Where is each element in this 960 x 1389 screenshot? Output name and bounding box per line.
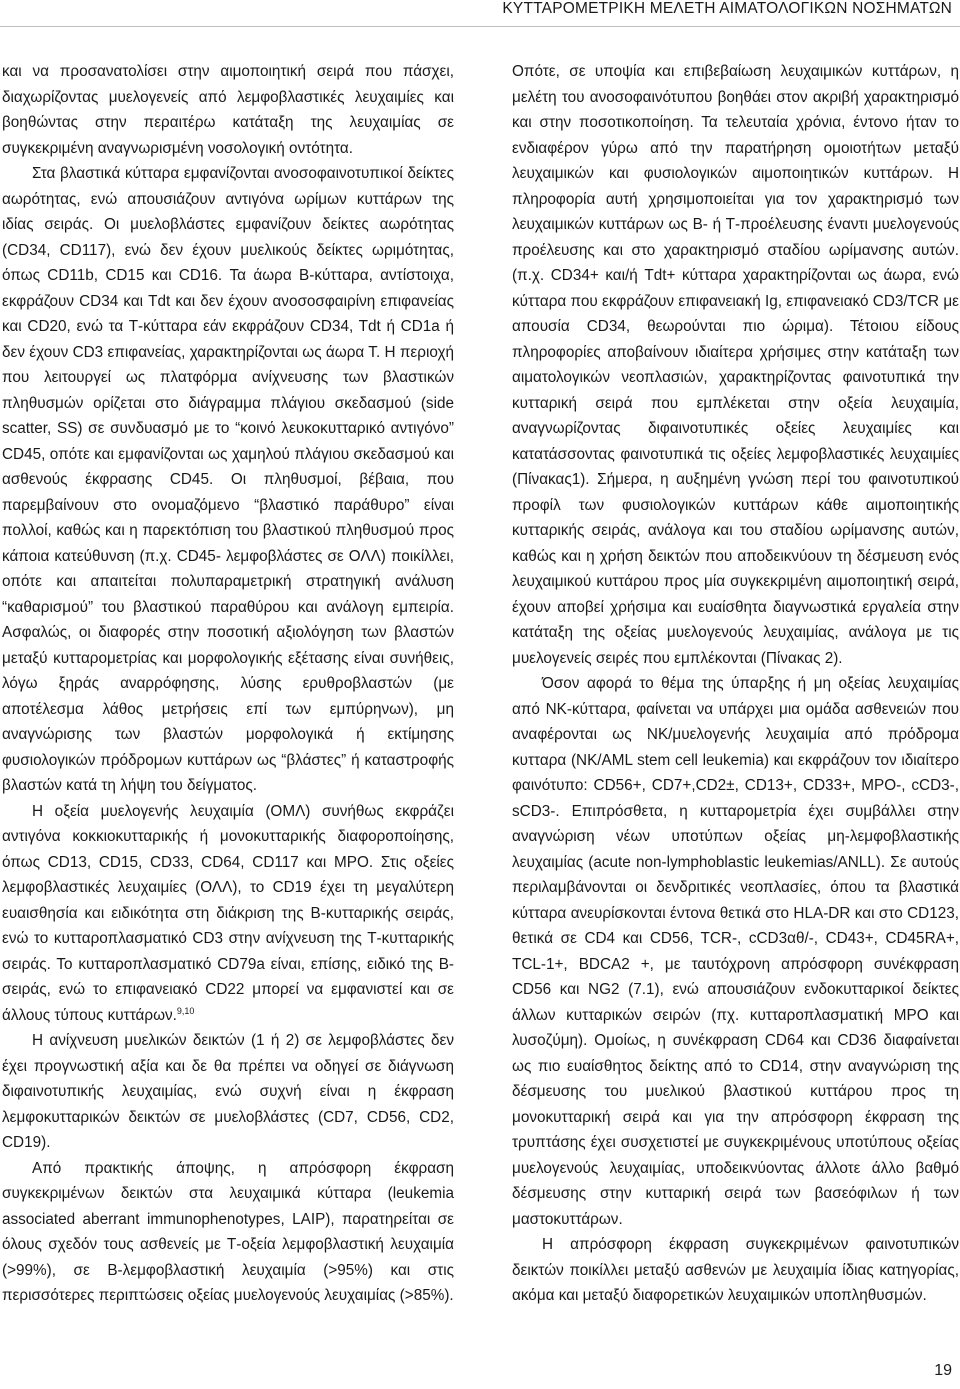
- left-paragraph-3: [2, 799, 454, 1029]
- reference-superscript: 9,10: [176, 1005, 195, 1016]
- right-paragraph-3: Η απρόσφορη έκφραση συγκεκριμένων φαινοτυπικών δεικτών ποικίλλει μεταξύ ασθενών με λευχαιμία ίδιας κατηγορίας, ακόμα και μεταξύ διαφορετικών λευχαιμικών υποπληθυσμών.: [512, 1236, 959, 1304]
- right-paragraph-2: Όσον αφορά το θέμα της ύπαρξης ή μη οξείας λευχαιμίας από NK-κύτταρα, φαίνεται να υπάρχει μια ομάδα ασθενειών που αναφέρονται ως NK/μυελογενής λευχαιμία από πρόδρομα κυτταρα (NK/AML stem cell leukemia) και εκφράζουν τον ιδιαίτερο φαινότυπο: CD56+, CD7+,CD2±, CD13+, CD33+, MPO-, cCD3-, sCD3-. Επιπρόσθετα, η κυτταρομετρία έχει συμβάλλει στην αναγνώριση νέων υποτύπων οξείας μη-λεμφοβλαστικής λευχαιμίας (acute non-lymphoblastic leukemias/ANLL). Σε αυτούς περιλαμβάνονται οι δενδριτικές νεοπλασίες, όπου τα βλαστικά κύτταρα ανευρίσκονται έντονα θετικά στο HLA-DR και στο CD123, θετικά σε CD4 και CD56, TCR-, cCD3αθ/-, CD43+, CD45RA+, TCL-1+, BDCA2 +, με ταυτόχρονη απρόσφορη συνέκφραση CD56 και NG2 (7.1), ενώ απουσιάζουν ενδοκυτταρικοί δείκτες άλλων κυτταρικών σειρών (πχ. κυτταροπλασματική MPO και λυσοζύμη). Ομοίως, η συνέκφραση CD64 και CD36 διαφαίνεται ως πιο ευαίσθητος δείκτης από το CD14, στην αναγνώριση της δέσμευσης του μυελικού βλαστικού κυττάρου προς τη μονοκυτταρική σειρά και για την απρόσφορη έκφραση της τρυπτάσης έχει συσχετιστεί με συγκεκριμένους υποτύπους οξείας μυελογενούς λευχαιμίας, υποδεικνύοντας άλλοτε άλλο βαθμό δέσμευσης στην κυτταρική σειρά των βασεόφιλων ή των μαστοκυττάρων.: [512, 675, 959, 1228]
- left-paragraph-4: Η ανίχνευση μυελικών δεικτών (1 ή 2) σε λεμφοβλάστες δεν έχει προγνωστική αξία και δε θα πρέπει να οδηγεί σε διάγνωση διφαινοτυπικής λευχαιμίας, ενώ συχνή είναι η έκφραση λεμφοκυτταρικών δεικτών σε μυελοβλάστες (CD7, CD56, CD2, CD19).: [2, 1032, 454, 1151]
- running-header-title: ΚΥΤΤΑΡΟΜΕΤΡΙΚΗ ΜΕΛΕΤΗ ΑΙΜΑΤΟΛΟΓΙΚΩΝ ΝΟΣΗΜΑΤΩΝ: [502, 0, 952, 17]
- left-paragraph-3-text: Η οξεία μυελογενής λευχαιμία (ΟΜΛ) συνήθως εκφράζει αντιγόνα κοκκιοκυτταρικής ή μονοκυτταρικής διαφοροποίησης, όπως CD13, CD15, CD33, CD64, CD117 και MPO. Στις οξείες λεμφοβλαστικές λευχαιμίες (ΟΛΛ), το CD19 έχει τη μεγαλύτερη ευαισθησία και ειδικότητα στη διάκριση της Β-κυτταρικής σειράς, ενώ το κυτταροπλασματικό CD3 στην ανίχνευση της Τ-κυτταρικής σειράς. Το κυτταροπλασματικό CD79a είναι, επίσης, ειδικό της Β-σειράς, ενώ το επιφανειακό CD22 μπορεί να εμφανιστεί και σε άλλους τύπους κυττάρων.: [2, 802, 454, 1024]
- left-paragraph-2: Στα βλαστικά κύτταρα εμφανίζονται ανοσοφαινοτυπικοί δείκτες αωρότητας, ενώ απουσιάζουν αντιγόνα ωρίμων κυττάρων της ιδίας σειράς. Οι μυελοβλάστες εμφανίζουν δείκτες αωρότητας (CD34, CD117), ενώ δεν έχουν μυελικούς δείκτες ωριμότητας, όπως CD11b, CD15 και CD16. Τα άωρα Β-κύτταρα, αντίστοιχα, εκφράζουν CD34 και Tdt και δεν έχουν ανοσοσφαιρίνη επιφανείας και CD20, ενώ τα Τ-κύτταρα εάν εκφράζουν CD34, Tdt ή CD1a ή δεν έχουν CD3 επιφανείας, χαρακτηρίζονται ως άωρα Τ. Η περιοχή που λειτουργεί ως πλατφόρμα ανίχνευσης των βλαστικών πληθυσμών ορίζεται στο διάγραμμα πλάγιου σκεδασμού (side scatter, SS) σε συνδυασμό με το “κοινό λευκοκυτταρικό αντιγόνο” CD45, οπότε και εμφανίζονται ως χαμηλού πλάγιου σκεδασμού και ασθενούς έκφρασης CD45. Οι πληθυσμοί, βέβαια, που παρεμβαίνουν στο ονομαζόμενο “βλαστικό παράθυρο” είναι πολλοί, καθώς και η παρεκτόπιση του βλαστικού πληθυσμού προς κάποια κατεύθυνση (π.χ. CD45- λεμφοβλάστες σε ΟΛΛ) ποικίλλει, οπότε και απαιτείται πολυπαραμετρική στρατηγική ανάλυση “καθαρισμού” του βλαστικού παραθύρου και ανάλογη εμπειρία. Ασφαλώς, οι διαφορές στην ποσοτική αξιολόγηση των βλαστών μεταξύ κυτταρομετρίας και μορφολογικής εξέτασης είναι συνήθεις, λόγω ξηράς αναρρόφησης, λύσης ερυθροβλαστών (με αποτέλεσμα λάθος μετρήσεις επί των εμπύρηνων), μη αναγνώρισης των βλαστών μορφολογικά ή εκτίμησης φυσιολογικών πρόδρομων κυττάρων ως “βλάστες” ή καταστροφής βλαστών κατά τη λήψη του δείγματος.: [2, 165, 454, 794]
- left-column: [2, 59, 454, 1309]
- left-paragraph-1: και να προσανατολίσει στην αιμοποιητική σειρά που πάσχει, διαχωρίζοντας μυελογενείς από λεμφοβλαστικές λευχαιμίες και βοηθώντας στην περαιτέρω κατάταξη της λευχαιμίας σε συγκεκριμένη αναγνωρισμένη νοσολογική οντότητα.: [2, 63, 454, 157]
- page-number: 19: [934, 1362, 952, 1379]
- left-paragraph-5: Από πρακτικής άποψης, η απρόσφορη έκφραση συγκεκριμένων δεικτών στα λευχαιμικά κύτταρα (leukemia associated aberrant immunophenotypes, LAIP), παρατηρείται σε όλους σχεδόν τους ασθενείς με Τ-οξεία λεμφοβλαστική λευχαιμία (>99%), σε Β-λεμφοβλαστική λευχαιμία (>95%) και στις περισσότερες περιπτώσεις οξείας μυελογενούς λευχαιμίας (>85%).: [2, 1159, 454, 1304]
- right-column: [512, 59, 959, 1309]
- header-rule: [0, 26, 960, 27]
- right-paragraph-1: Οπότε, σε υποψία και επιβεβαίωση λευχαιμικών κυττάρων, η μελέτη του ανοσοφαινότυπου βοηθάει στον ακριβή χαρακτηρισμό και στην ποσοτικοποίηση. Τα τελευταία χρόνια, έντονο ήταν το ενδιαφέρον γύρω από την παρατήρηση ομοιοτήτων μεταξύ λευχαιμικών και φυσιολογικών αιμοποιητικών κυττάρων. Η πληροφορία αυτή χρησιμοποιείται για τον χαρακτηρισμό των λευχαιμικών κυττάρων ως Β- ή Τ-προέλευσης έναντι μυελογενούς προέλευσης και στο χαρακτηρισμό σταδίου ωρίμανσης αυτών. (π.χ. CD34+ και/ή Tdt+ κύτταρα χαρακτηρίζονται ως άωρα, ενώ κύτταρα που εκφράζουν επιφανειακή Ig, επιφανειακό CD3/TCR με απουσία CD34, θεωρούνται πιο ώριμα). Τέτοιου είδους πληροφορίες αποβαίνουν ιδιαίτερα χρήσιμες στην κατάταξη των αιματολογικών νεοπλασιών, χαρακτηρίζοντας φαινοτυπικά την κυτταρική σειρά που εμπλέκεται στην οξεία λευχαιμία, αναγνωρίζοντας διφαινοτυπικές οξείες λευχαιμίες και κατατάσσοντας φαινοτυπικά τις οξείες λεμφοβλαστικές λευχαιμίες (Πίνακας1). Σήμερα, η αυξημένη γνώση περί του φαινοτυπικού προφίλ των φυσιολογικών κυττάρων κάθε αιμοποιητικής κυτταρικής σειράς, ανάλογα και του σταδίου ωρίμανσης αυτών, καθώς και η χρήση δεικτών που αποδεικνύουν τη δέσμευση ενός λευχαιμικού κυττάρου προς μία συγκεκριμένη αιμοποιητική σειρά, έχουν αποβεί χρήσιμα και ευαίσθητα διαγνωστικά εργαλεία στην κατάταξη της οξείας μυελογενούς λευχαιμίας, ανάλογα με τις μυελογενείς σειρές που εμπλέκονται (Πίνακας 2).: [512, 63, 959, 667]
